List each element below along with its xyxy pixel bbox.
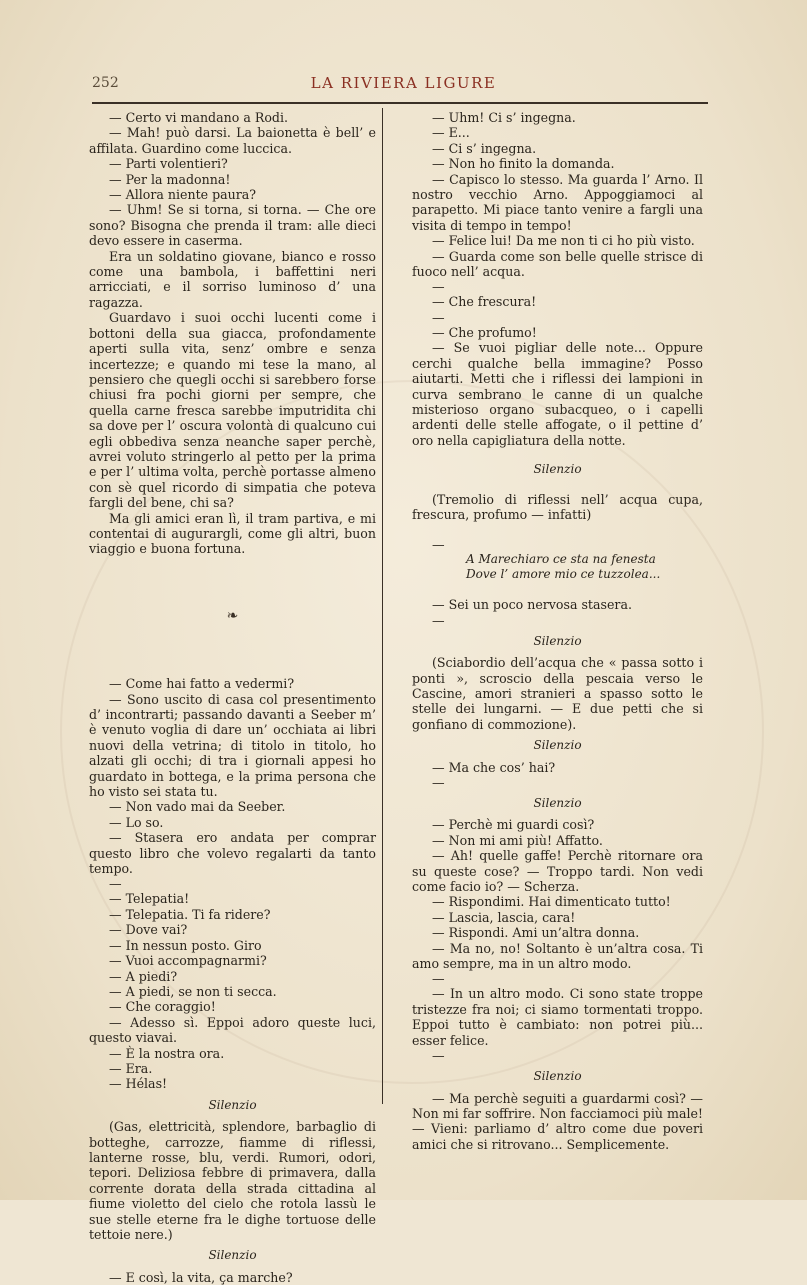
paragraph: — [109, 876, 122, 892]
paragraph: — In nessun posto. Giro [109, 937, 262, 953]
paragraph: — [432, 971, 445, 987]
spacer [412, 522, 703, 537]
stage-direction: Silenzio [208, 1248, 257, 1263]
paragraph: — Uhm! Ci s’ ingegna. [432, 110, 576, 125]
paragraph: — Stasera ero andata per comprar questo libro che volevo regalarti da tanto tempo. [89, 830, 376, 877]
paragraph: — Rispondi. Ami un’altra donna. [432, 925, 640, 941]
stage-direction: Silenzio [208, 1097, 257, 1112]
spacer [412, 582, 703, 597]
paragraph: — Ci s’ ingegna. [432, 140, 537, 156]
right-column [412, 110, 703, 1152]
paragraph: — Ma no, no! Soltanto è un’altra cosa. Ti amo sempre, ma in un altro modo. [412, 940, 703, 972]
paragraph: — [432, 309, 445, 325]
paragraph: — Guarda come son belle quelle strisce di fuoco nell’ acqua. [412, 248, 703, 280]
paragraph: — Che profumo! [432, 324, 537, 340]
paragraph: — Lo so. [109, 814, 164, 830]
paragraph: — È la nostra ora. [109, 1045, 225, 1061]
paragraph: — Ah! quelle gaffe! Perchè ritornare ora su queste cose? — Troppo tardi. Non vedi come facio io? — Scherza. [412, 848, 703, 895]
paragraph: — Sei un poco nervosa stasera. [432, 597, 632, 613]
paragraph: — Come hai fatto a vedermi? [109, 676, 295, 692]
paragraph: — Se vuoi pigliar delle note... Oppure cerchi qualche bella immagine? Posso aiutarti. Metti che i riflessi dei lampioni in curva sembrano le canne di un qualche misterioso organo subacqueo, o i capelli ardenti delle stelle affogate, o il pettine d’ oro nella capigliatura della notte. [412, 340, 703, 448]
paragraph: — Uhm! Se si torna, si torna. — Che ore sono? Bisogna che prenda il tram: alle dieci devo essere in caserma. [89, 202, 376, 249]
paragraph: — Per la madonna! [109, 171, 231, 187]
paragraph: — Non mi ami più! Affatto. [432, 832, 603, 848]
paragraph: — [432, 612, 445, 628]
left-column [89, 110, 376, 1285]
paragraph: — Telepatia! [109, 891, 190, 907]
paragraph: — In un altro modo. Ci sono state troppe tristezze fra noi; ci siamo tormentati troppo. Eppoi tutto è cambiato: non potrei più... esser felice. [412, 986, 703, 1048]
paragraph: — Mah! può darsi. La baionetta è bell’ e affilata. Guardino come luccica. [89, 125, 376, 156]
stage-direction: Silenzio [533, 462, 582, 477]
paragraph: — Rispondimi. Hai dimenticato tutto! [432, 894, 671, 910]
stage-direction: Silenzio [533, 633, 582, 648]
paragraph: — Parti volentieri? [109, 156, 228, 172]
header-rule [92, 102, 708, 104]
section-ornament: ❧ [226, 607, 239, 624]
verse-line: Dove l’ amore mio ce tuzzolea... [466, 567, 661, 582]
paragraph: — Hélas! [109, 1076, 168, 1092]
paragraph: — Perchè mi guardi così? [432, 817, 595, 833]
spacer [412, 448, 703, 456]
stage-direction: Silenzio [533, 796, 582, 810]
column-divider [382, 108, 383, 1104]
spacer [89, 638, 376, 676]
paragraph: Guardavo i suoi occhi lucenti come i bottoni della sua giacca, profondamente aperti sulla vita, senz’ ombre e senza incertezze; e quando mi tese la mano, al pensiero che quegli occhi si sarebbero forse chiusi fra pochi giorni per sempre, che quella carne fresca sarebbe imputridita chi sa dove per l’ oscura volontà di qualcuno cui egli obbediva senza neanche saper perchè, avrei voluto stringerlo al petto per la prima e per l’ ultima volta, perchè portasse almeno con sè quel ricordo di simpatia che poteva fargli del bene, chi sa? [89, 310, 376, 511]
stage-direction: Silenzio [533, 1069, 582, 1084]
paragraph: — E così, la vita, ça marche? [109, 1269, 293, 1285]
verse-line: A Marechiaro ce sta na fenesta [466, 552, 656, 567]
spacer [412, 484, 703, 492]
running-head: LA RIVIERA LIGURE [310, 74, 497, 92]
paragraph: — Vuoi accompagnarmi? [109, 953, 267, 969]
paragraph: (Tremolio di riflessi nell’ acqua cupa, frescura, profumo — infatti) [412, 491, 703, 522]
paragraph: — Era. [109, 1060, 153, 1076]
paragraph: — [432, 279, 445, 295]
page-number: 252 [92, 75, 119, 91]
paragraph: Era un soldatino giovane, bianco e rosso come una bambola, i baffettini neri arricciati, e il sorriso luminoso d’ una ragazza. [89, 248, 376, 310]
paragraph: — Allora niente paura? [109, 187, 257, 203]
paragraph: — Dove vai? [109, 922, 188, 938]
paragraph: — Che frescura! [432, 294, 537, 310]
paragraph: — Adesso sì. Eppoi adoro queste luci, questo viavai. [89, 1014, 376, 1046]
paragraph: — Non vado mai da Seeber. [109, 799, 286, 815]
paragraph: — [432, 537, 445, 553]
paragraph: — [432, 775, 445, 790]
paragraph: — Sono uscito di casa col presentimento d’ incontrarti; passando davanti a Seeber m’ è venuto voglia di dare un’ occhiata ai libri nuovi della vetrina; di titolo in titolo, ho alzati gli occhi; di tra i giornali appesi ho guardato in bottega, e la prima persona che ho visto sei stata tu. [89, 691, 376, 800]
paragraph: — A piedi? [109, 968, 178, 984]
spacer [89, 557, 376, 595]
paragraph: Ma gli amici eran lì, il tram partiva, e mi contentai di augurargli, come gli altri, buon viaggio e buona fortuna. [89, 510, 376, 557]
paragraph: — Lascia, lascia, cara! [432, 909, 576, 925]
paragraph: (Sciabordio dell’acqua che « passa sotto i ponti », scroscio della pescaia verso le Cascine, amori stranieri a spasso sotto le stelle dei lungarni. — E due petti che si gonfiano di commozione). [412, 655, 703, 732]
stage-direction: Silenzio [533, 738, 582, 753]
paragraph: — Capisco lo stesso. Ma guarda l’ Arno. Il nostro vecchio Arno. Appoggiamoci al parapetto. Mi piace tanto venire a fargli una visita di tempo in tempo! [412, 171, 703, 233]
paragraph: — Non ho finito la domanda. [432, 156, 615, 172]
paragraph: — Felice lui! Da me non ti ci ho più visto. [432, 233, 695, 249]
paragraph: — Ma perchè seguiti a guardarmi così? — Non mi far soffrire. Non facciamoci più male! — Vieni: parliamo d’ altro come due poveri amici che si ritrovano... Semplicemente. [412, 1090, 703, 1152]
paragraph: (Gas, elettricità, splendore, barbaglio di botteghe, carrozze, fiamme di riflessi, lanterne rosse, blu, verdi. Rumori, odori, tepori. Deliziosa febbre di primavera, dalla corrente dorata della strada cittadina al fiume violetto del cielo che rotola lassù le sue stelle eterne fra le dighe tortuose delle tettoie nere.) [89, 1119, 376, 1242]
paragraph: — Certo vi mandano a Rodi. [109, 110, 288, 125]
paragraph: — Che coraggio! [109, 999, 216, 1015]
paragraph: — A piedi, se non ti secca. [109, 983, 277, 999]
paragraph: — E... [432, 125, 470, 141]
paragraph: — Ma che cos’ hai? [432, 759, 556, 775]
paragraph: — [432, 1048, 445, 1064]
paragraph: — Telepatia. Ti fa ridere? [109, 906, 271, 922]
